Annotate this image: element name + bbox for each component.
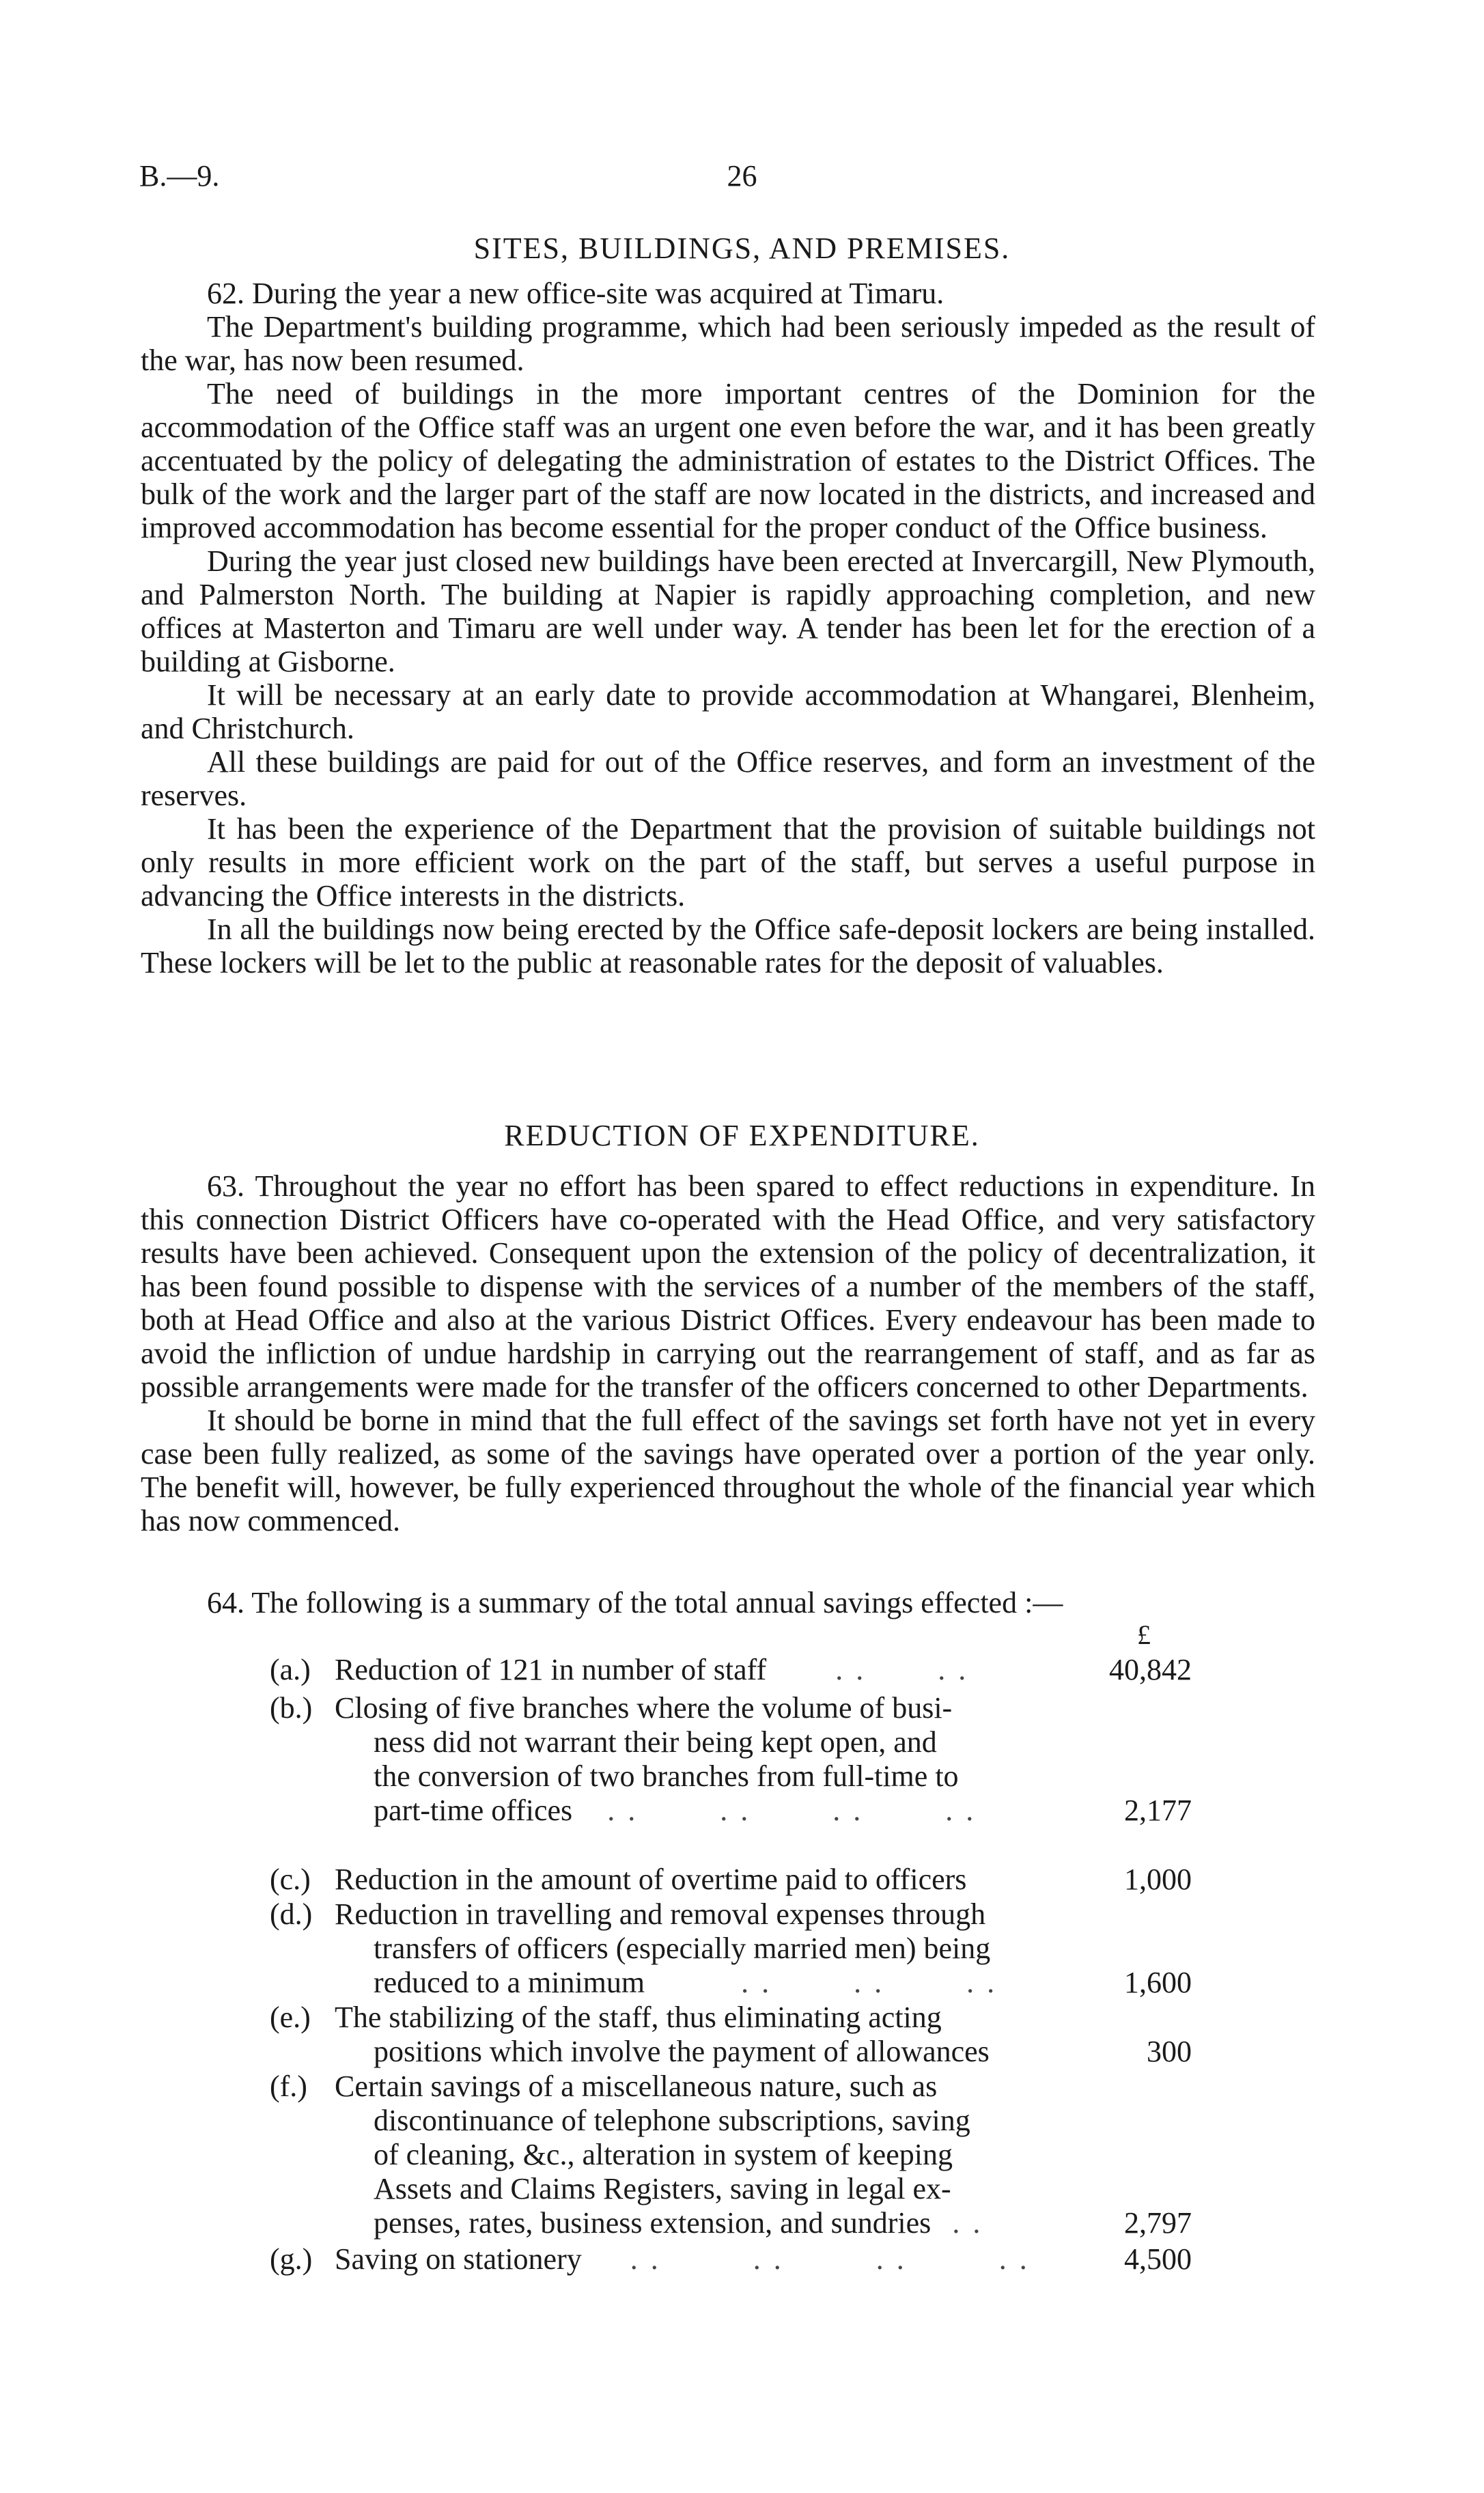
- reduction-section-body: [141, 1169, 1315, 1537]
- item-line: Reduction of 121 in number of staff . . . .: [335, 1653, 969, 1686]
- paragraph-62: 62. During the year a new office-site was acquired at Timaru.: [207, 277, 944, 310]
- paragraph: The Department's building programme, which had been seriously impeded as the result of the war, has now been resumed.: [141, 310, 1315, 377]
- item-text: Saving on stationery: [335, 2242, 582, 2276]
- item-line: ness did not warrant their being kept open, and: [374, 1725, 937, 1759]
- item-line: The stabilizing of the staff, thus eliminating acting: [335, 2001, 942, 2034]
- item-line: Saving on stationery . . . . . . . .: [335, 2242, 1030, 2276]
- paragraph: It has been the experience of the Department that the provision of suitable buildings not only results in more efficient work on the part of the staff, but serves a useful purpose in advancing the Office interests in the districts.: [141, 812, 1315, 913]
- paragraph: It should be borne in mind that the full effect of the savings set forth have not yet in every case been fully realized, as some of the savings have operated over a portion of the year only. The benefit will, however, be fully experienced throughout the whole of the financial year which has now commenced.: [141, 1404, 1315, 1537]
- report-code: B.—9.: [139, 159, 220, 193]
- item-line: positions which involve the payment of allowances: [374, 2035, 990, 2068]
- item-mark: (g.): [270, 2242, 313, 2276]
- section-title-sites: SITES, BUILDINGS, AND PREMISES.: [473, 232, 1011, 265]
- item-text: part-time offices: [374, 1794, 573, 1827]
- savings-item: [270, 2070, 1212, 2240]
- item-mark: (f.): [270, 2070, 307, 2103]
- item-mark: (c.): [270, 1863, 311, 1896]
- paragraph: During the year just closed new buildings have been erected at Invercargill, New Plymouth, and Palmerston North. The building at Napier is rapidly approaching completion, and new offices at Masterton and Timaru are well under way. A tender has been let for the erection of a building at Gisborne.: [141, 544, 1315, 678]
- item-line: Closing of five branches where the volume of busi-: [335, 1691, 953, 1725]
- savings-item: [270, 1691, 1212, 1828]
- item-amount: 4,500: [1124, 2242, 1192, 2276]
- paragraph: All these buildings are paid for out of the Office reserves, and form an investment of the reserves.: [141, 745, 1315, 812]
- item-amount: 1,000: [1124, 1863, 1192, 1896]
- section-title-reduction: REDUCTION OF EXPENDITURE.: [504, 1119, 980, 1152]
- item-amount: 40,842: [1109, 1653, 1192, 1686]
- item-line: Assets and Claims Registers, saving in legal ex-: [374, 2172, 951, 2205]
- item-mark: (b.): [270, 1691, 313, 1725]
- item-mark: (a.): [270, 1653, 311, 1686]
- item-amount: 2,797: [1124, 2206, 1192, 2240]
- item-line: Certain savings of a miscellaneous nature, such as: [335, 2070, 938, 2103]
- paragraph: In all the buildings now being erected by the Office safe-deposit lockers are being installed. These lockers will be let to the public at reasonable rates for the deposit of valuables.: [141, 913, 1315, 979]
- item-line: discontinuance of telephone subscriptions, saving: [374, 2104, 970, 2137]
- savings-item: [270, 1653, 1212, 1687]
- item-line: the conversion of two branches from full-time to: [374, 1759, 959, 1793]
- paragraph: The need of buildings in the more important centres of the Dominion for the accommodation of the Office staff was an urgent one even before the war, and it has been greatly accentuated by the policy of delegating the administration of estates to the District Offices. The bulk of the work and the larger part of the staff are now located in the districts, and increased and improved accommodation has become essential for the proper conduct of the Office business.: [141, 377, 1315, 544]
- item-mark: (e.): [270, 2001, 311, 2034]
- item-line: Reduction in the amount of overtime paid to officers: [335, 1863, 967, 1896]
- item-text: reduced to a minimum: [374, 1966, 645, 1999]
- savings-intro: 64. The following is a summary of the total annual savings effected :—: [207, 1586, 1063, 1619]
- item-line: of cleaning, &c., alteration in system of keeping: [374, 2138, 953, 2171]
- savings-item: [270, 1863, 1212, 1897]
- paragraph: It will be necessary at an early date to provide accommodation at Whangarei, Blenheim, and Christchurch.: [141, 678, 1315, 745]
- savings-item: [270, 2242, 1212, 2276]
- item-text: Reduction of 121 in number of staff: [335, 1653, 767, 1686]
- savings-item: [270, 1897, 1212, 2000]
- item-text: penses, rates, business extension, and sundries: [374, 2206, 932, 2240]
- currency-symbol: £: [1137, 1619, 1151, 1650]
- item-amount: 300: [1147, 2035, 1192, 2068]
- item-line: penses, rates, business extension, and sundries . .: [374, 2206, 983, 2240]
- savings-item: [270, 2001, 1212, 2069]
- sites-section-body: [141, 277, 1315, 979]
- item-line: reduced to a minimum . . . . . .: [374, 1966, 998, 1999]
- paragraph-63: 63. Throughout the year no effort has been spared to effect reductions in expenditure. In this connection District Officers have co-operated with the Head Office, and very satisfactory results have been achieved. Consequent upon the extension of the policy of decentralization, it has been found possible to dispense with the services of a number of the members of the staff, both at Head Office and also at the various District Offices. Every endeavour has been made to avoid the infliction of undue hardship in carrying out the rearrangement of staff, and as far as possible arrangements were made for the transfer of the officers concerned to other Departments.: [141, 1169, 1315, 1404]
- page-number: 26: [727, 159, 757, 193]
- item-amount: 1,600: [1124, 1966, 1192, 1999]
- item-mark: (d.): [270, 1897, 313, 1931]
- item-line: Reduction in travelling and removal expenses through: [335, 1897, 986, 1931]
- item-amount: 2,177: [1124, 1794, 1192, 1827]
- item-line: part-time offices . . . . . . . .: [374, 1794, 977, 1827]
- item-line: transfers of officers (especially married men) being: [374, 1932, 991, 1965]
